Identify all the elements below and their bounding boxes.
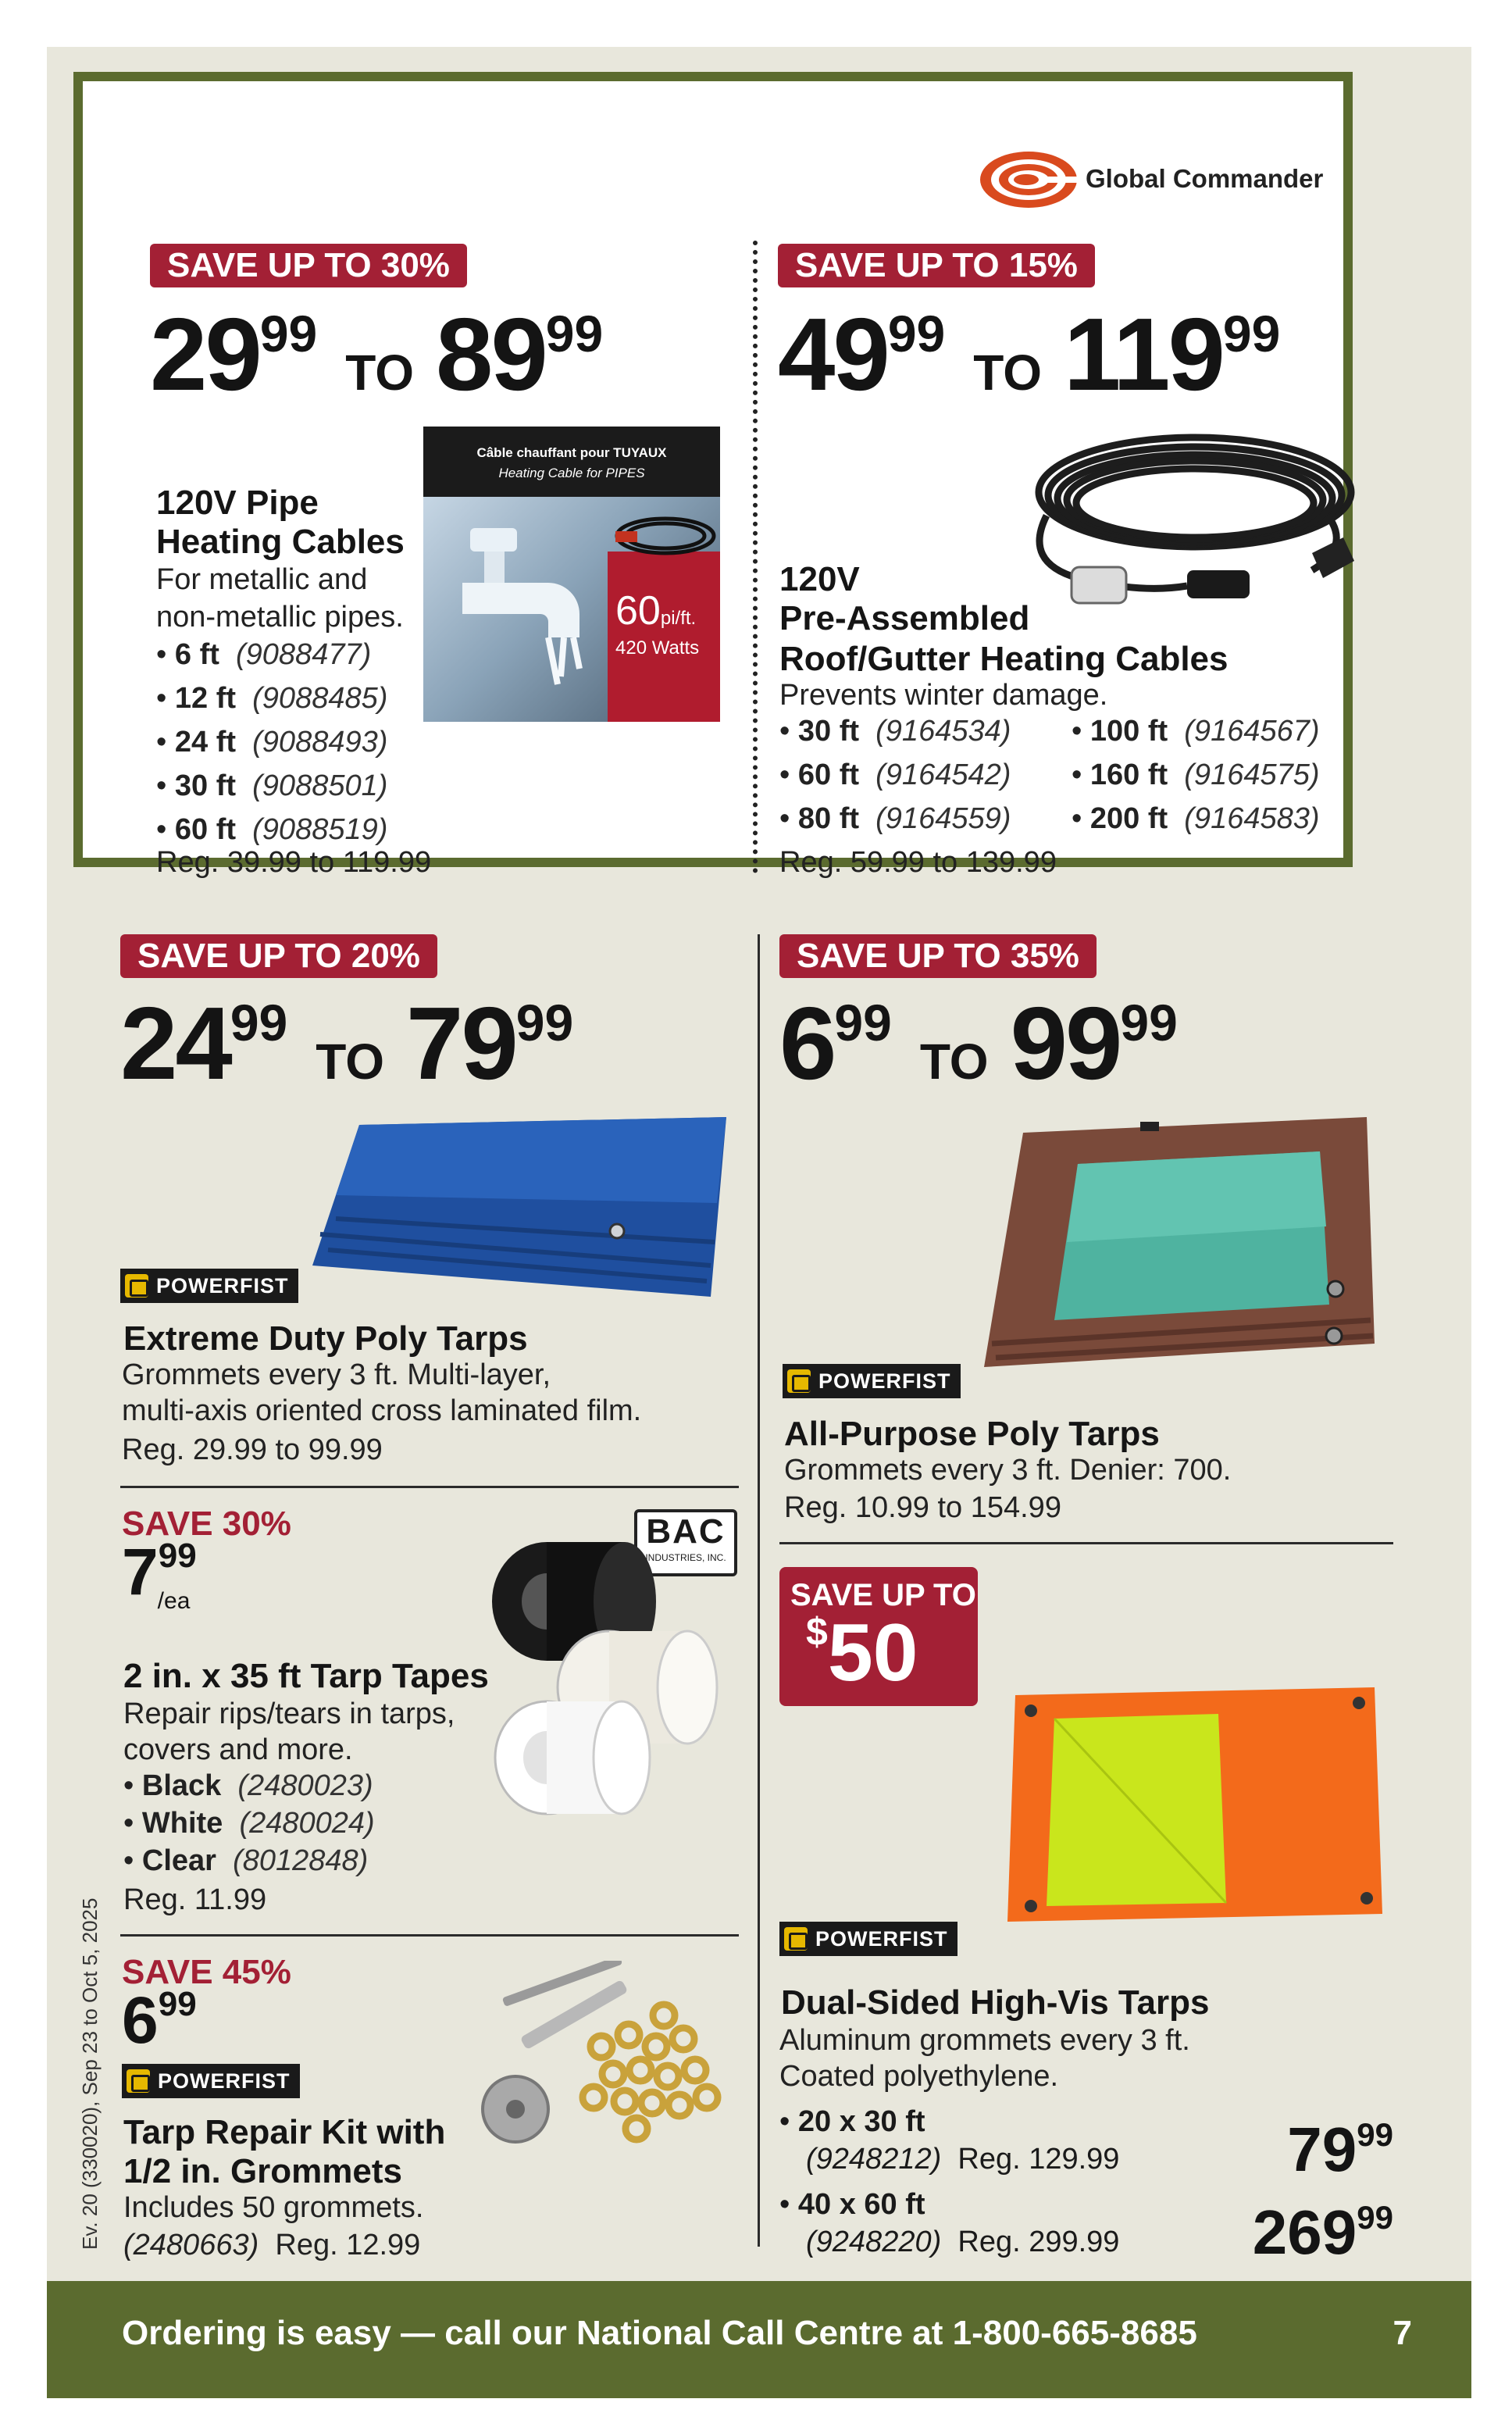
powerfist-logo: POWERFIST <box>783 1364 961 1398</box>
roof-size-list-right <box>1072 709 1320 841</box>
list-item: • 160 ft (9164575) <box>1072 759 1320 791</box>
hivis-desc-line2: Coated polyethylene. <box>779 2060 1059 2093</box>
tape-rolls-image <box>484 1539 742 1820</box>
package-length: 60pi/ft. <box>615 588 697 634</box>
list-item: • 80 ft (9164559) <box>779 802 1011 835</box>
brown-green-tarp-image <box>976 1109 1382 1390</box>
kit-sku-reg: (2480663) Reg. 12.99 <box>123 2229 421 2261</box>
powerfist-logo: POWERFIST <box>779 1922 957 1956</box>
roof-save-tag: SAVE UP TO 15% <box>778 244 1095 287</box>
tape-reg-price: Reg. 11.99 <box>123 1883 267 1916</box>
pipe-price-range: 2999TO 8999 <box>150 297 604 412</box>
extreme-price-range: 2499TO 7999 <box>120 986 574 1101</box>
roof-price-range: 4999TO 11999 <box>778 297 1281 412</box>
list-item: • Black (2480023) <box>123 1769 373 1802</box>
extreme-title: Extreme Duty Poly Tarps <box>123 1319 528 1358</box>
list-item: • 100 ft (9164567) <box>1072 715 1320 748</box>
tape-price: 799/ea <box>122 1535 197 1614</box>
powerfist-fist-icon <box>784 1927 808 1951</box>
pipe-desc-line1: For metallic and <box>156 563 368 596</box>
hivis-item-1: • 20 x 30 ft (9248212) Reg. 129.99 <box>779 2105 1120 2176</box>
extreme-desc-line2: multi-axis oriented cross laminated film. <box>122 1394 642 1427</box>
tape-desc-line2: covers and more. <box>123 1733 353 1766</box>
pipe-reg-price: Reg. 39.99 to 119.99 <box>156 846 432 879</box>
pipe-save-tag: SAVE UP TO 30% <box>150 244 467 287</box>
pipe-cable-package-image: Câble chauffant pour TUYAUX Heating Cable for PIPES 60pi/ft. 420 Watts <box>423 427 720 722</box>
hivis-title: Dual-Sided High-Vis Tarps <box>781 1983 1210 2022</box>
pipe-title-line1: 120V Pipe <box>156 484 319 522</box>
kit-title-line2: 1/2 in. Grommets <box>123 2152 403 2190</box>
panel-divider <box>753 241 758 873</box>
roof-title-line3: Roof/Gutter Heating Cables <box>779 640 1228 678</box>
extreme-save-tag: SAVE UP TO 20% <box>120 934 437 978</box>
powerfist-fist-icon <box>787 1369 811 1393</box>
list-item: • 12 ft (9088485) <box>156 682 388 715</box>
kit-title-line1: Tarp Repair Kit with <box>123 2113 446 2151</box>
allpurpose-save-tag: SAVE UP TO 35% <box>779 934 1097 978</box>
bac-industries-logo: BAC INDUSTRIES, INC. <box>634 1509 737 1576</box>
powerfist-logo: POWERFIST <box>120 1269 298 1303</box>
list-item: • 30 ft (9164534) <box>779 715 1011 748</box>
footer-call-centre: Ordering is easy — call our National Call Centre at 1-800-665-8685 <box>122 2314 1197 2352</box>
roof-reg-price: Reg. 59.99 to 139.99 <box>779 846 1057 879</box>
powerfist-fist-icon <box>127 2069 150 2093</box>
hivis-desc-line1: Aluminum grommets every 3 ft. <box>779 2024 1190 2057</box>
kit-desc: Includes 50 grommets. <box>123 2191 424 2224</box>
extreme-reg-price: Reg. 29.99 to 99.99 <box>122 1433 383 1466</box>
hivis-item-2-price: 26999 <box>1252 2197 1393 2267</box>
roof-desc: Prevents winter damage. <box>779 679 1108 712</box>
global-commander-logo-icon <box>978 148 1079 211</box>
section-divider <box>120 1486 739 1488</box>
tape-save: SAVE 30% <box>122 1505 291 1543</box>
orange-hivis-tarp-image <box>1000 1680 1390 1929</box>
powerfist-fist-icon <box>125 1274 148 1298</box>
extreme-desc-line1: Grommets every 3 ft. Multi-layer, <box>122 1358 551 1391</box>
tape-color-list <box>123 1767 375 1879</box>
list-item: • 200 ft (9164583) <box>1072 802 1320 835</box>
allpurpose-reg-price: Reg. 10.99 to 154.99 <box>784 1491 1061 1524</box>
kit-price: 699 <box>122 1983 197 2057</box>
hivis-save-badge: SAVE UP TO $50 <box>779 1567 978 1706</box>
list-item: • White (2480024) <box>123 1807 375 1840</box>
list-item: • 30 ft (9088501) <box>156 769 388 802</box>
allpurpose-desc: Grommets every 3 ft. Denier: 700. <box>784 1454 1232 1487</box>
pipe-desc-line2: non-metallic pipes. <box>156 601 404 634</box>
hivis-item-1-price: 7999 <box>1287 2115 1393 2184</box>
grommet-kit-image <box>469 1961 734 2156</box>
tape-title: 2 in. x 35 ft Tarp Tapes <box>123 1657 489 1695</box>
global-commander-brand: Global Commander <box>1086 164 1324 193</box>
flyer-event-note: Ev. 20 (330020), Sep 23 to Oct 5, 2025 <box>78 1897 102 2250</box>
roof-size-list-left <box>779 709 1011 841</box>
tape-desc-line1: Repair rips/tears in tarps, <box>123 1697 455 1730</box>
allpurpose-price-range: 699TO 9999 <box>779 986 1178 1101</box>
kit-save: SAVE 45% <box>122 1953 291 1991</box>
roof-title-line1: 120V <box>779 560 860 598</box>
section-divider <box>779 1542 1393 1544</box>
list-item: • 6 ft (9088477) <box>156 638 372 671</box>
pipe-title-line2: Heating Cables <box>156 523 405 561</box>
pipe-size-list <box>156 633 387 851</box>
list-item: • 60 ft (9164542) <box>779 759 1011 791</box>
list-item: • Clear (8012848) <box>123 1844 369 1877</box>
section-divider <box>120 1934 739 1937</box>
list-item: • 60 ft (9088519) <box>156 813 388 846</box>
powerfist-logo: POWERFIST <box>122 2064 300 2098</box>
blue-tarp-image <box>305 1109 734 1320</box>
list-item: • 24 ft (9088493) <box>156 726 388 759</box>
roof-cable-image <box>1000 414 1359 648</box>
roof-title-line2: Pre-Assembled <box>779 599 1030 637</box>
page-number: 7 <box>1393 2314 1412 2352</box>
hivis-item-2: • 40 x 60 ft (9248220) Reg. 299.99 <box>779 2188 1120 2258</box>
allpurpose-title: All-Purpose Poly Tarps <box>784 1415 1160 1453</box>
column-divider <box>758 934 760 2247</box>
footer-bar <box>47 2281 1471 2398</box>
